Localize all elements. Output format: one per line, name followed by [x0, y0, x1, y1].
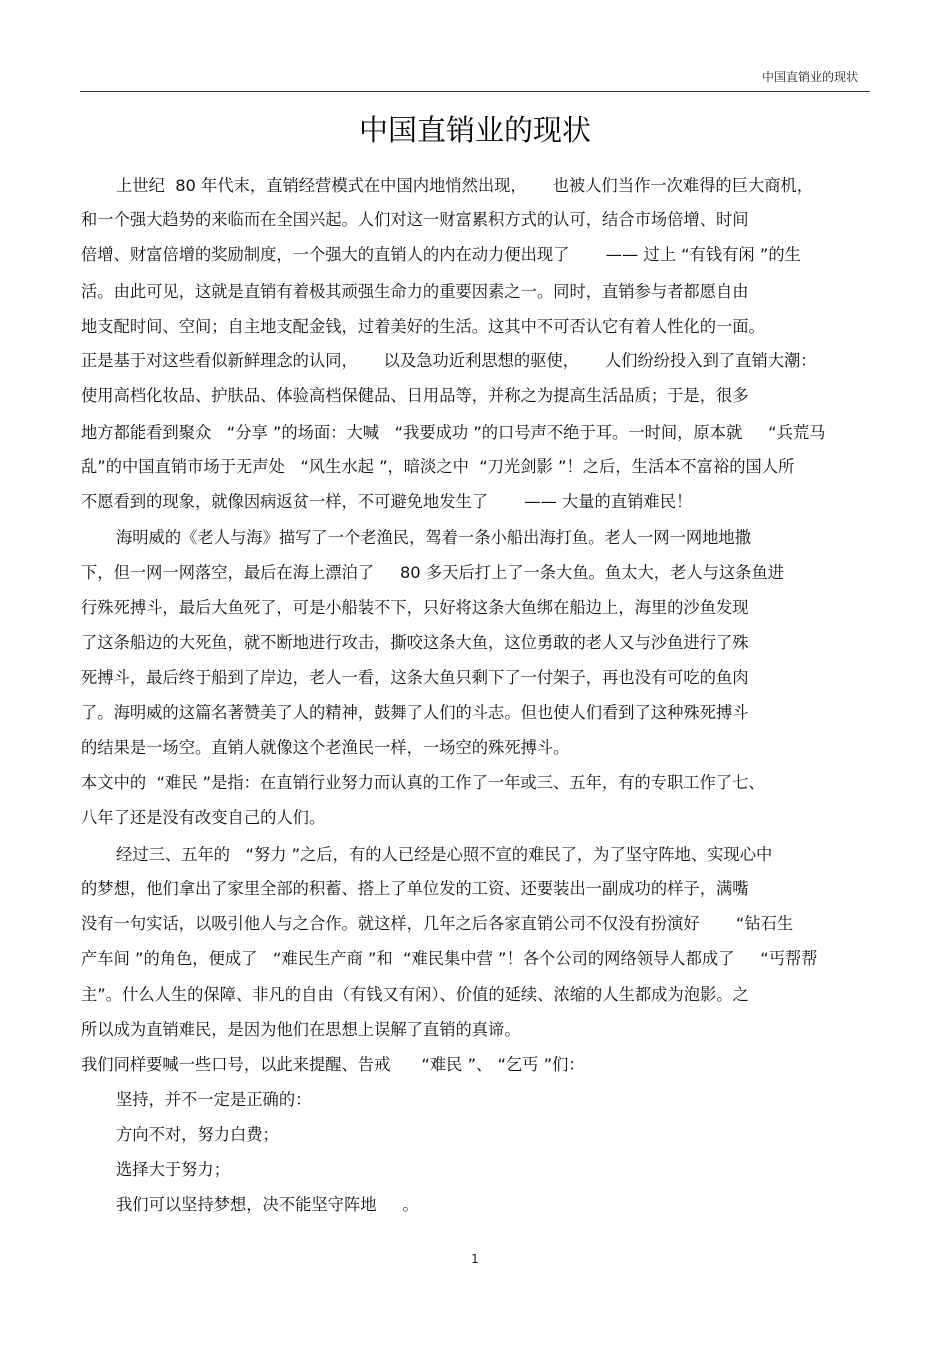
text-line: 主”。什么人生的保障、非凡的自由（有钱又有闲）、价值的延续、浓缩的人生都成为泡影。之: [81, 985, 749, 1004]
text-line: 的结果是一场空。直销人就像这个老渔民一样，一场空的殊死搏斗。: [81, 738, 570, 757]
text-line: 经过三、五年的 “努力 ”之后，有的人已经是心照不宣的难民了，为了坚守阵地、实现心中: [116, 845, 773, 864]
slogan-line: 我们可以坚持梦想，决不能坚守阵地 。: [116, 1195, 419, 1214]
text-line: 倍增、财富倍增的奖励制度，一个强大的直销人的内在动力便出现了 —— 过上 “有钱有闲 ”的生: [81, 245, 801, 264]
header-divider: [80, 91, 870, 92]
slogan-line: 选择大于努力；: [116, 1160, 230, 1179]
text-line: 死搏斗，最后终于船到了岸边，老人一看，这条大鱼只剩下了一付架子，再也没有可吃的鱼肉: [81, 668, 749, 687]
text-line: 的梦想，他们拿出了家里全部的积蓄、搭上了单位发的工资、还要装出一副成功的样子，满嘴: [81, 879, 749, 898]
slogan-line: 坚持，并不一定是正确的：: [116, 1090, 312, 1109]
text-line: 不愿看到的现象，就像因病返贫一样，不可避免地发生了 —— 大量的直销难民！: [81, 492, 693, 511]
text-line: 地方都能看到聚众 “分享 ”的场面：大喊 “我要成功 ”的口号声不绝于耳。一时间，原本就 “兵荒马: [81, 423, 826, 442]
text-line: 正是基于对这些看似新鲜理念的认同， 以及急功近利思想的驱使， 人们纷纷投入到了直销大潮：: [81, 351, 817, 370]
text-line: 没有一句实话，以吸引他人与之合作。就这样，几年之后各家直销公司不仅没有扮演好 “钻石生: [81, 914, 794, 933]
page-number: 1: [471, 1252, 479, 1266]
text-line: 了这条船边的大死鱼，就不断地进行攻击，撕咬这条大鱼，这位勇敢的老人又与沙鱼进行了殊: [81, 633, 749, 652]
text-line: 产车间 ”的角色，便成了 “难民生产商 ”和 “难民集中营 ”！各个公司的网络领导人都成了 “丐帮帮: [81, 949, 818, 968]
text-line: 使用高档化妆品、护肤品、体验高档保健品、日用品等，并称之为提高生活品质；于是，很多: [81, 386, 749, 405]
text-line: 乱”的中国直销市场于无声处 “风生水起 ”，暗淡之中 “刀光剑影 ”！之后，生活本不富裕的国人所: [81, 457, 795, 476]
running-header: 中国直销业的现状: [761, 70, 858, 84]
text-line: 我们同样要喊一些口号，以此来提醒、告戒 “难民 ”、 “乞丐 ”们：: [81, 1055, 585, 1074]
text-line: 地支配时间、空间；自主地支配金钱，过着美好的生活。这其中不可否认它有着人性化的一面。: [81, 317, 765, 336]
text-line: 行殊死搏斗，最后大鱼死了，可是小船装不下，只好将这条大鱼绑在船边上，海里的沙鱼发现: [81, 598, 749, 617]
text-line: 和一个强大趋势的来临而在全国兴起。人们对这一财富累积方式的认可，结合市场倍增、时间: [81, 210, 749, 229]
text-line: 上世纪 80 年代末，直销经营模式在中国内地悄然出现， 也被人们当作一次难得的巨大商机，: [116, 176, 814, 195]
text-line: 了。海明威的这篇名著赞美了人的精神，鼓舞了人们的斗志。但也使人们看到了这种殊死搏斗: [81, 703, 749, 722]
slogan-line: 方向不对，努力白费；: [116, 1125, 279, 1144]
text-line: 所以成为直销难民，是因为他们在思想上误解了直销的真谛。: [81, 1020, 521, 1039]
document-title: 中国直销业的现状: [358, 113, 591, 147]
text-line: 本文中的 “难民 ”是指：在直销行业努力而认真的工作了一年或三、五年，有的专职工作了七、: [81, 773, 765, 792]
text-line: 下，但一网一网落空，最后在海上漂泊了 80 多天后打上了一条大鱼。鱼太大，老人与这条鱼进: [81, 563, 785, 582]
text-line: 活。由此可见，这就是直销有着极其顽强生命力的重要因素之一。同时，直销参与者都愿自由: [81, 282, 749, 301]
text-line: 海明威的《老人与海》描写了一个老渔民，驾着一条小船出海打鱼。老人一网一网地地撒: [116, 528, 751, 547]
text-line: 八年了还是没有改变自己的人们。: [81, 808, 326, 827]
